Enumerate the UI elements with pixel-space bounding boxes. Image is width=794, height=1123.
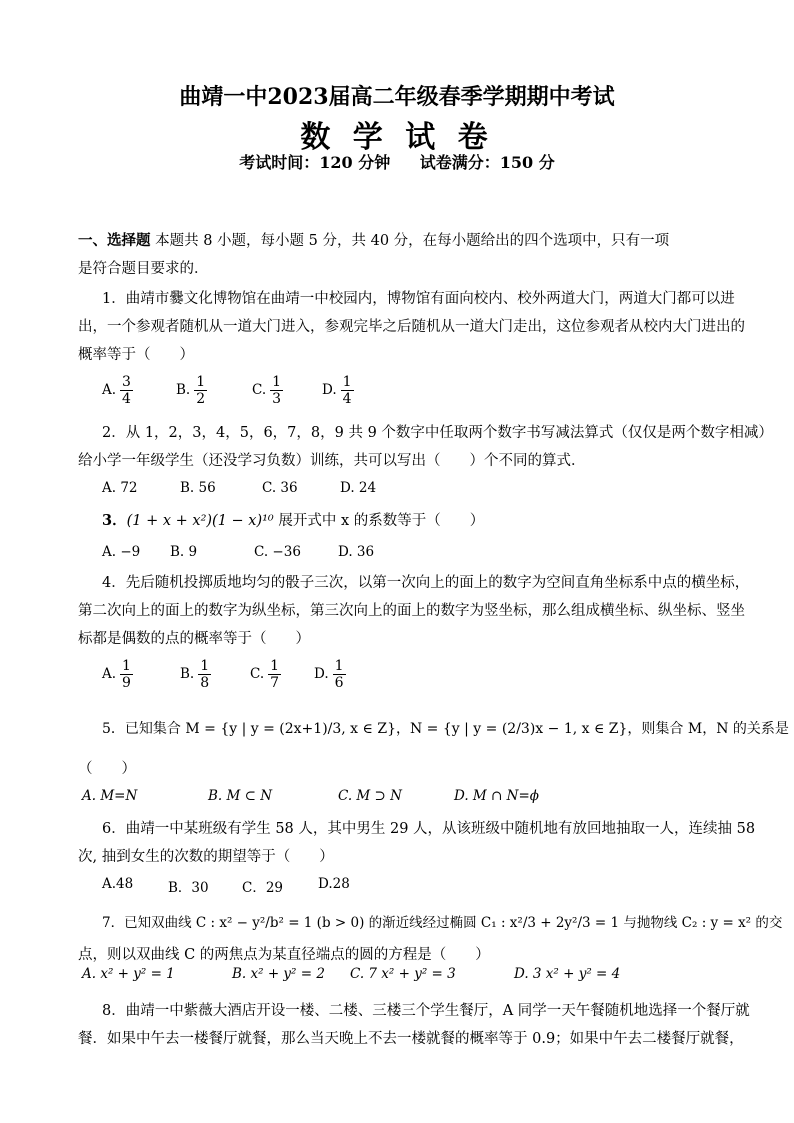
q2-option-b: B. 56 bbox=[180, 480, 216, 496]
q1-option-b-den: 2 bbox=[196, 391, 206, 407]
q4-line1: 4．先后随机投掷质地均匀的骰子三次，以第一次向上的面上的数字为空间直角坐标系中点的横坐标， bbox=[102, 575, 750, 591]
q4-option-d-den: 6 bbox=[334, 675, 344, 691]
exam-title: 曲靖一中2023届高二年级春季学期期中考试 bbox=[179, 84, 615, 110]
q5-option-c: C. M ⊃ N bbox=[338, 788, 402, 804]
q6-option-c: C．29 bbox=[242, 880, 284, 896]
q6-option-d: D.28 bbox=[318, 876, 350, 892]
q7-line1: 7．已知双曲线 C : x² − y²/b² = 1 (b > 0) 的渐近线经过椭圆 C₁ : x²/3 + 2y²/3 = 1 与抛物线 C₂ : y = x² 的交 bbox=[102, 915, 783, 931]
q1-option-d-den: 4 bbox=[342, 391, 352, 407]
q5-line2: （ ） bbox=[78, 761, 136, 777]
exam-info bbox=[0, 150, 794, 173]
q2-line2: 给小学一年级学生（还没学习负数）训练，共可以写出（ ）个不同的算式． bbox=[78, 453, 586, 469]
q3-option-a: A. −9 bbox=[102, 544, 141, 560]
q8-line2: 餐．如果中午去一楼餐厅就餐，那么当天晚上不去一楼就餐的概率等于 0.9；如果中午去二楼餐厅就餐， bbox=[78, 1031, 744, 1047]
q4-option-d-num: 1 bbox=[334, 658, 344, 674]
q1-option-a-num: 3 bbox=[122, 374, 131, 390]
q6-line1: 6．曲靖一中某班级有学生 58 人，其中男生 29 人，从该班级中随机地有放回地抽取一人，连续抽 58 bbox=[102, 821, 756, 837]
q7-option-c: C. 7 x² + y² = 3 bbox=[350, 966, 456, 982]
section-heading bbox=[78, 230, 728, 252]
exam-subject: 数 学 试 卷 bbox=[300, 120, 494, 155]
q3-text: 展开式中 x 的系数等于（ ） bbox=[273, 513, 485, 529]
q7-option-b: B. x² + y² = 2 bbox=[232, 966, 325, 982]
q2-option-a: A. 72 bbox=[102, 480, 138, 496]
q2-line1: 2．从 1，2，3，4，5，6，7，8，9 共 9 个数字中任取两个数字书写减法算式（仅仅是两个数字相减） bbox=[102, 425, 773, 441]
q3-number: 3． bbox=[102, 512, 127, 529]
section-desc-2: 是符合题目要求的． bbox=[78, 261, 209, 277]
q6-option-b: B．30 bbox=[168, 880, 209, 896]
q4-option-b-label: B. bbox=[180, 666, 195, 682]
q2-option-c: C. 36 bbox=[262, 480, 298, 496]
q1-option-b-label: B. bbox=[176, 382, 191, 398]
q7-line2: 点，则以双曲线 C 的两焦点为某直径端点的圆的方程是（ ） bbox=[78, 947, 490, 963]
q6-option-a: A.48 bbox=[102, 876, 134, 892]
q3-option-b: B. 9 bbox=[170, 544, 198, 560]
q3-line bbox=[102, 510, 728, 532]
q1-option-b-num: 1 bbox=[196, 374, 206, 390]
q4-option-b-num: 1 bbox=[200, 658, 210, 674]
q1-option-c-num: 1 bbox=[272, 374, 282, 390]
q2-option-d: D. 24 bbox=[340, 480, 377, 496]
section-title: 一、选择题 bbox=[78, 232, 151, 249]
section-desc-1: 本题共 8 小题，每小题 5 分，共 40 分，在每小题给出的四个选项中，只有一项 bbox=[150, 233, 670, 249]
q4-option-d-label: D. bbox=[314, 666, 329, 682]
q4-option-a-den: 9 bbox=[122, 675, 131, 691]
q3-option-c: C. −36 bbox=[254, 544, 301, 560]
q5-option-d: D. M ∩ N=ϕ bbox=[454, 788, 539, 804]
q1-option-d-num: 1 bbox=[342, 374, 352, 390]
q4-option-c-den: 7 bbox=[270, 675, 280, 691]
q1-option-a-den: 4 bbox=[122, 391, 131, 407]
q1-line3: 概率等于（ ） bbox=[78, 347, 194, 363]
q4-option-a-label: A. bbox=[102, 666, 117, 682]
q4-option-a-num: 1 bbox=[122, 658, 131, 674]
q8-line1: 8．曲靖一中紫薇大酒店开设一楼、二楼、三楼三个学生餐厅，A 同学一天午餐随机地选择一个餐厅就 bbox=[102, 1003, 750, 1019]
q1-option-d-label: D. bbox=[322, 382, 337, 398]
q1-option-a-label: A. bbox=[102, 382, 117, 398]
q4-option-c-label: C. bbox=[250, 666, 265, 682]
full-score: 试卷满分：150 分 bbox=[419, 153, 555, 172]
q3-option-d: D. 36 bbox=[338, 544, 375, 560]
q1-option-c-label: C. bbox=[252, 382, 267, 398]
q7-option-a: A. x² + y² = 1 bbox=[82, 966, 175, 982]
exam-time: 考试时间：120 分钟 bbox=[239, 153, 391, 172]
q5-option-a: A. M=N bbox=[82, 788, 138, 804]
q4-line2: 第二次向上的面上的数字为纵坐标，第三次向上的面上的数字为竖坐标，那么组成横坐标、纵坐标、竖坐 bbox=[78, 603, 745, 619]
q7-option-d: D. 3 x² + y² = 4 bbox=[514, 966, 621, 982]
q1-line1: 1．曲靖市爨文化博物馆在曲靖一中校园内，博物馆有面向校内、校外两道大门，两道大门都可以进 bbox=[102, 291, 735, 307]
q1-line2: 出，一个参观者随机从一道大门进入，参观完毕之后随机从一道大门走出，这位参观者从校内大门进出的 bbox=[78, 319, 745, 335]
q4-option-c-num: 1 bbox=[270, 658, 280, 674]
q6-line2: 次, 抽到女生的次数的期望等于（ ） bbox=[78, 849, 334, 865]
q5-line1: 5．已知集合 M = {y | y = (2x+1)/3, x ∈ Z}，N = {y | y = (2/3)x − 1, x ∈ Z}，则集合 M，N 的关系是 bbox=[102, 721, 789, 737]
q5-option-b: B. M ⊂ N bbox=[208, 788, 273, 804]
q3-expression: (1 + x + x²)(1 − x)¹⁰ bbox=[126, 513, 274, 529]
q4-option-b-den: 8 bbox=[200, 675, 210, 691]
q4-line3: 标都是偶数的点的概率等于（ ） bbox=[78, 631, 310, 647]
q1-option-c-den: 3 bbox=[272, 391, 282, 407]
